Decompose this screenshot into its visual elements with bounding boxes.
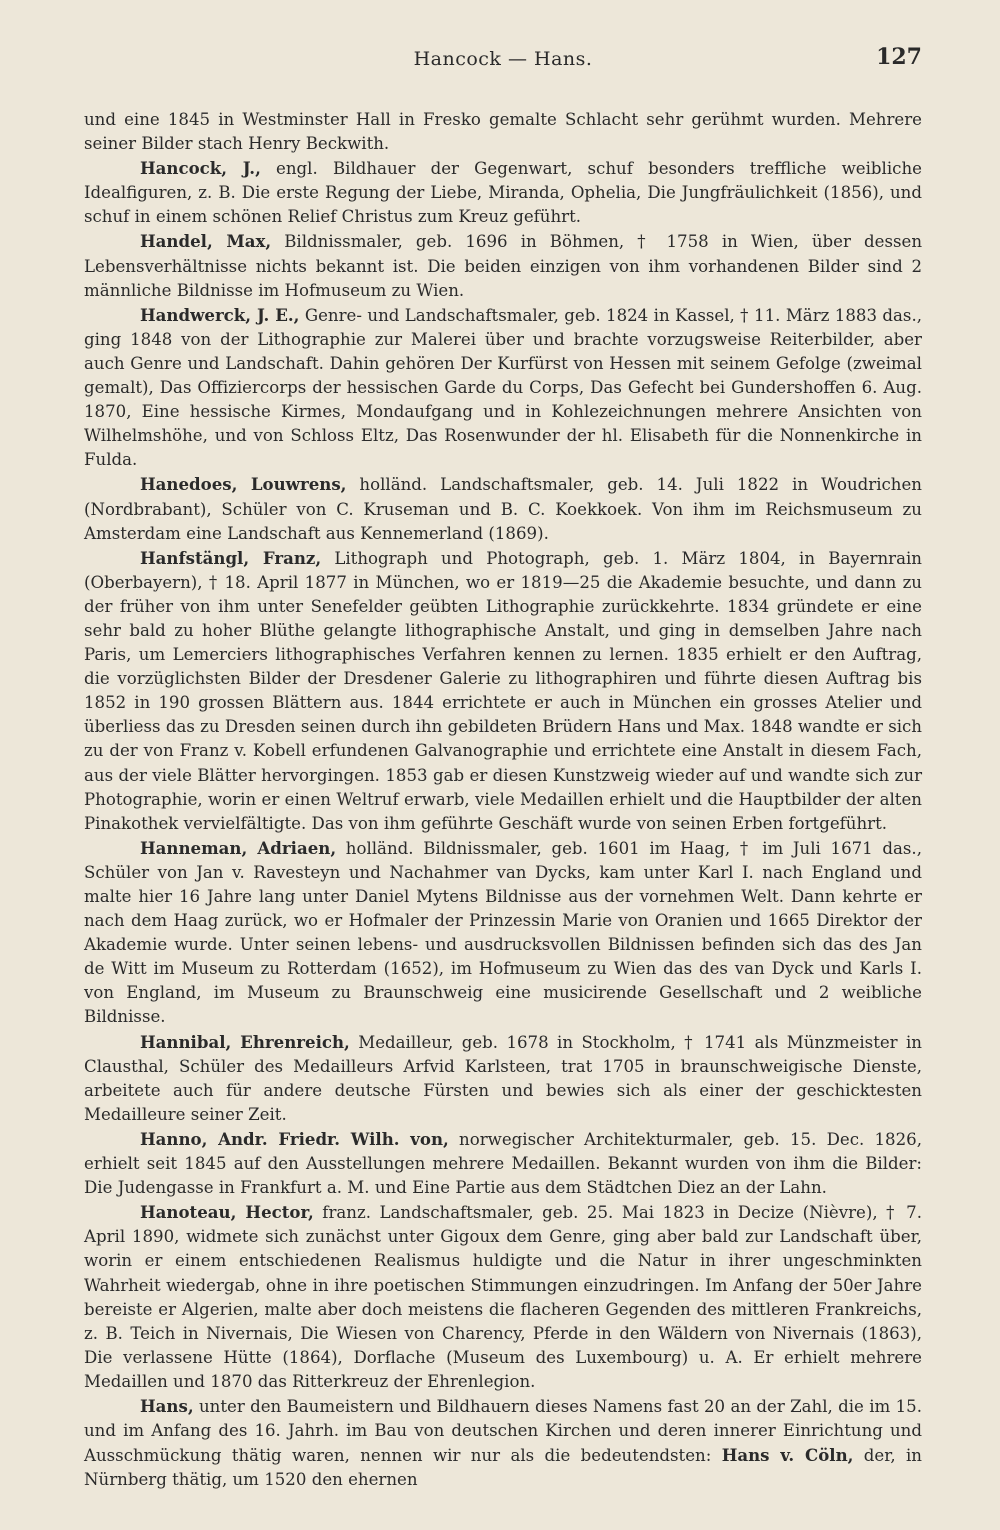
entry-name: Hancock, J., bbox=[140, 158, 261, 179]
page-number: 127 bbox=[876, 44, 922, 70]
entry-name: Handwerck, J. E., bbox=[140, 304, 300, 325]
entry-name: Hanneman, Adriaen, bbox=[140, 837, 337, 858]
entry-name: Hans, bbox=[140, 1395, 194, 1416]
entry-text: der, in Nürnberg thätig, um 1520 den ehernen bbox=[84, 1446, 922, 1490]
entry-text: unter den Baumeistern und Bildhauern dieses Namens fast 20 an der Zahl, die im 15. und im Anfang des 16. Jahrh. im Bau von deutschen Kirchen und deren innerer Einrichtung und Ausschmückung thätig waren, nennen wir nur als die bedeutendsten: bbox=[84, 1396, 922, 1466]
entry-hans bbox=[84, 1394, 922, 1492]
entry-text: franz. Landschaftsmaler, geb. 25. Mai 1823 in Decize (Nièvre), † 7. April 1890, widmete sich zunächst unter Gigoux dem Genre, ging aber bald zur Landschaft über, worin er einem entschiedenen Realismus huldigte und die Natur in ihrer ungeschminkten Wahrheit wiedergab, ohne in ihre poetischen Stimmungen einzudringen. Im Anfang der 50er Jahre bereiste er Algerien, malte aber doch meistens die flacheren Gegenden des mittleren Frankreichs, z. B. Teich in Nivernais, Die Wiesen von Charency, Pferde in den Wäldern von Nivernais (1863), Die verlassene Hütte (1864), Dorflache (Museum des Luxembourg) u. A. Er erhielt mehrere Medaillen und 1870 das Ritterkreuz der Ehrenlegion. bbox=[84, 1203, 922, 1391]
entry-continuation bbox=[84, 108, 922, 156]
entry-hanneman bbox=[84, 836, 922, 1030]
entry-name: Hanoteau, Hector, bbox=[140, 1202, 314, 1223]
entry-name: Hannibal, Ehrenreich, bbox=[140, 1031, 350, 1052]
entry-text: norwegischer Architekturmaler, geb. 15. Dec. 1826, erhielt seit 1845 auf den Ausstellungen mehrere Medaillen. Bekannt wurden von ihm die Bilder: Die Judengasse in Frankfurt a. M. und Eine Partie aus dem Städtchen Diez an der Lahn. bbox=[84, 1129, 922, 1198]
entry-text: Medailleur, geb. 1678 in Stockholm, † 1741 als Münzmeister in Clausthal, Schüler des Medailleurs Arfvid Karlsteen, trat 1705 in braunschweigische Dienste, arbeitete auch für andere deutsche Fürsten und bewies sich als einer der geschicktesten Medailleure seiner Zeit. bbox=[84, 1032, 922, 1124]
entry-hanfstaengl bbox=[84, 546, 922, 836]
entry-subname: Hans v. Cöln, bbox=[721, 1445, 854, 1466]
entry-text: und eine 1845 in Westminster Hall in Fresko gemalte Schlacht sehr gerühmt wurden. Mehrere seiner Bilder stach Henry Beckwith. bbox=[84, 110, 922, 154]
entry-name: Handel, Max, bbox=[140, 231, 272, 252]
entry-text: Bildnissmaler, geb. 1696 in Böhmen, † 1758 in Wien, über dessen Lebensverhältnisse nichts bekannt ist. Die beiden einzigen von ihm vorhandenen Bilder sind 2 männliche Bildnisse im Hofmuseum zu Wien. bbox=[84, 232, 923, 300]
entry-hanedoes bbox=[84, 472, 922, 545]
entry-hanoteau bbox=[84, 1200, 922, 1394]
entry-handwerck bbox=[84, 303, 922, 473]
entry-text: Lithograph und Photograph, geb. 1. März 1804, in Bayernrain (Oberbayern), † 18. April 1877 in München, wo er 1819—25 die Akademie besuchte, und dann zu der früher von ihm unter Senefelder geübten Lithographie zurückkehrte. 1834 gründete er eine sehr bald zu hoher Blüthe gelangte lithographische Anstalt, und ging in demselben Jahre nach Paris, um Lemerciers lithographisches Verfahren kennen zu lernen. 1835 erhielt er den Auftrag, die vorzüglichsten Bilder der Dresdener Galerie zu lithographiren und führte diesen Auftrag bis 1852 in 190 grossen Blättern aus. 1844 errichtete er auch in München ein grosses Atelier und überliess das zu Dresden seinen durch ihn gebildeten Brüdern Hans und Max. 1848 wandte er sich zu der von Franz v. Kobell erfundenen Galvanographie und errichtete eine Anstalt in diesem Fach, aus der viele Blätter hervorgingen. 1853 gab er diesen Kunstzweig wieder auf und wandte sich zur Photographie, worin er einen Weltruf erwarb, viele Medaillen erhielt und die Hauptbilder der alten Pinakothek vervielfältigte. Das von ihm geführte Geschäft wurde von seinen Erben fortgeführt. bbox=[84, 548, 922, 833]
entry-hancock bbox=[84, 156, 922, 229]
entry-text: holländ. Bildnissmaler, geb. 1601 im Haag, † im Juli 1671 das., Schüler von Jan v. Ravesteyn und Nachahmer van Dycks, kam unter Karl I. nach England und malte hier 16 Jahre lang unter Daniel Mytens Bildnisse aus der vornehmen Welt. Dann kehrte er nach dem Haag zurück, wo er Hofmaler der Prinzessin Marie von Oranien und 1665 Direktor der Akademie wurde. Unter seinen lebens- und ausdrucksvollen Bildnissen befinden sich das des Jan de Witt im Museum zu Rotterdam (1652), im Hofmuseum zu Wien das des van Dyck und Karls I. von England, im Museum zu Braunschweig eine musicirende Gesellschaft und 2 weibliche Bildnisse. bbox=[84, 838, 922, 1027]
entry-hannibal bbox=[84, 1030, 922, 1127]
entry-name: Hanno, Andr. Friedr. Wilh. von, bbox=[140, 1128, 449, 1149]
entry-hanno bbox=[84, 1127, 922, 1200]
entry-text: holländ. Landschaftsmaler, geb. 14. Juli 1822 in Woudrichen (Nordbrabant), Schüler von C. Kruseman und B. C. Koekkoek. Von ihm im Reichsmuseum zu Amsterdam eine Landschaft aus Kennemerland (1869). bbox=[84, 475, 922, 543]
page-header bbox=[84, 44, 922, 78]
running-head: Hancock — Hans. bbox=[413, 48, 593, 70]
entry-text: Genre- und Landschaftsmaler, geb. 1824 in Kassel, † 11. März 1883 das., ging 1848 von der Lithographie zur Malerei über und brachte vorzugsweise Reiterbilder, aber auch Genre und Landschaft. Dahin gehören Der Kurfürst von Hessen mit seinem Gefolge (zweimal gemalt), Das Offiziercorps der hessischen Garde du Corps, Das Gefecht bei Gundershoffen 6. Aug. 1870, Eine hessische Kirmes, Mondaufgang und in Kohlezeichnungen mehrere Ansichten von Wilhelmshöhe, und von Schloss Eltz, Das Rosenwunder der hl. Elisabeth für die Nonnenkirche in Fulda. bbox=[84, 305, 923, 470]
dictionary-text bbox=[84, 108, 922, 1492]
entry-name: Hanedoes, Louwrens, bbox=[140, 474, 347, 495]
entry-name: Hanfstängl, Franz, bbox=[140, 547, 322, 568]
entry-text: engl. Bildhauer der Gegenwart, schuf besonders treffliche weibliche Idealfiguren, z. B. Die erste Regung der Liebe, Miranda, Ophelia, Die Jungfräulichkeit (1856), und schuf in einem schönen Relief Christus zum Kreuz geführt. bbox=[84, 159, 922, 227]
entry-handel bbox=[84, 229, 922, 302]
